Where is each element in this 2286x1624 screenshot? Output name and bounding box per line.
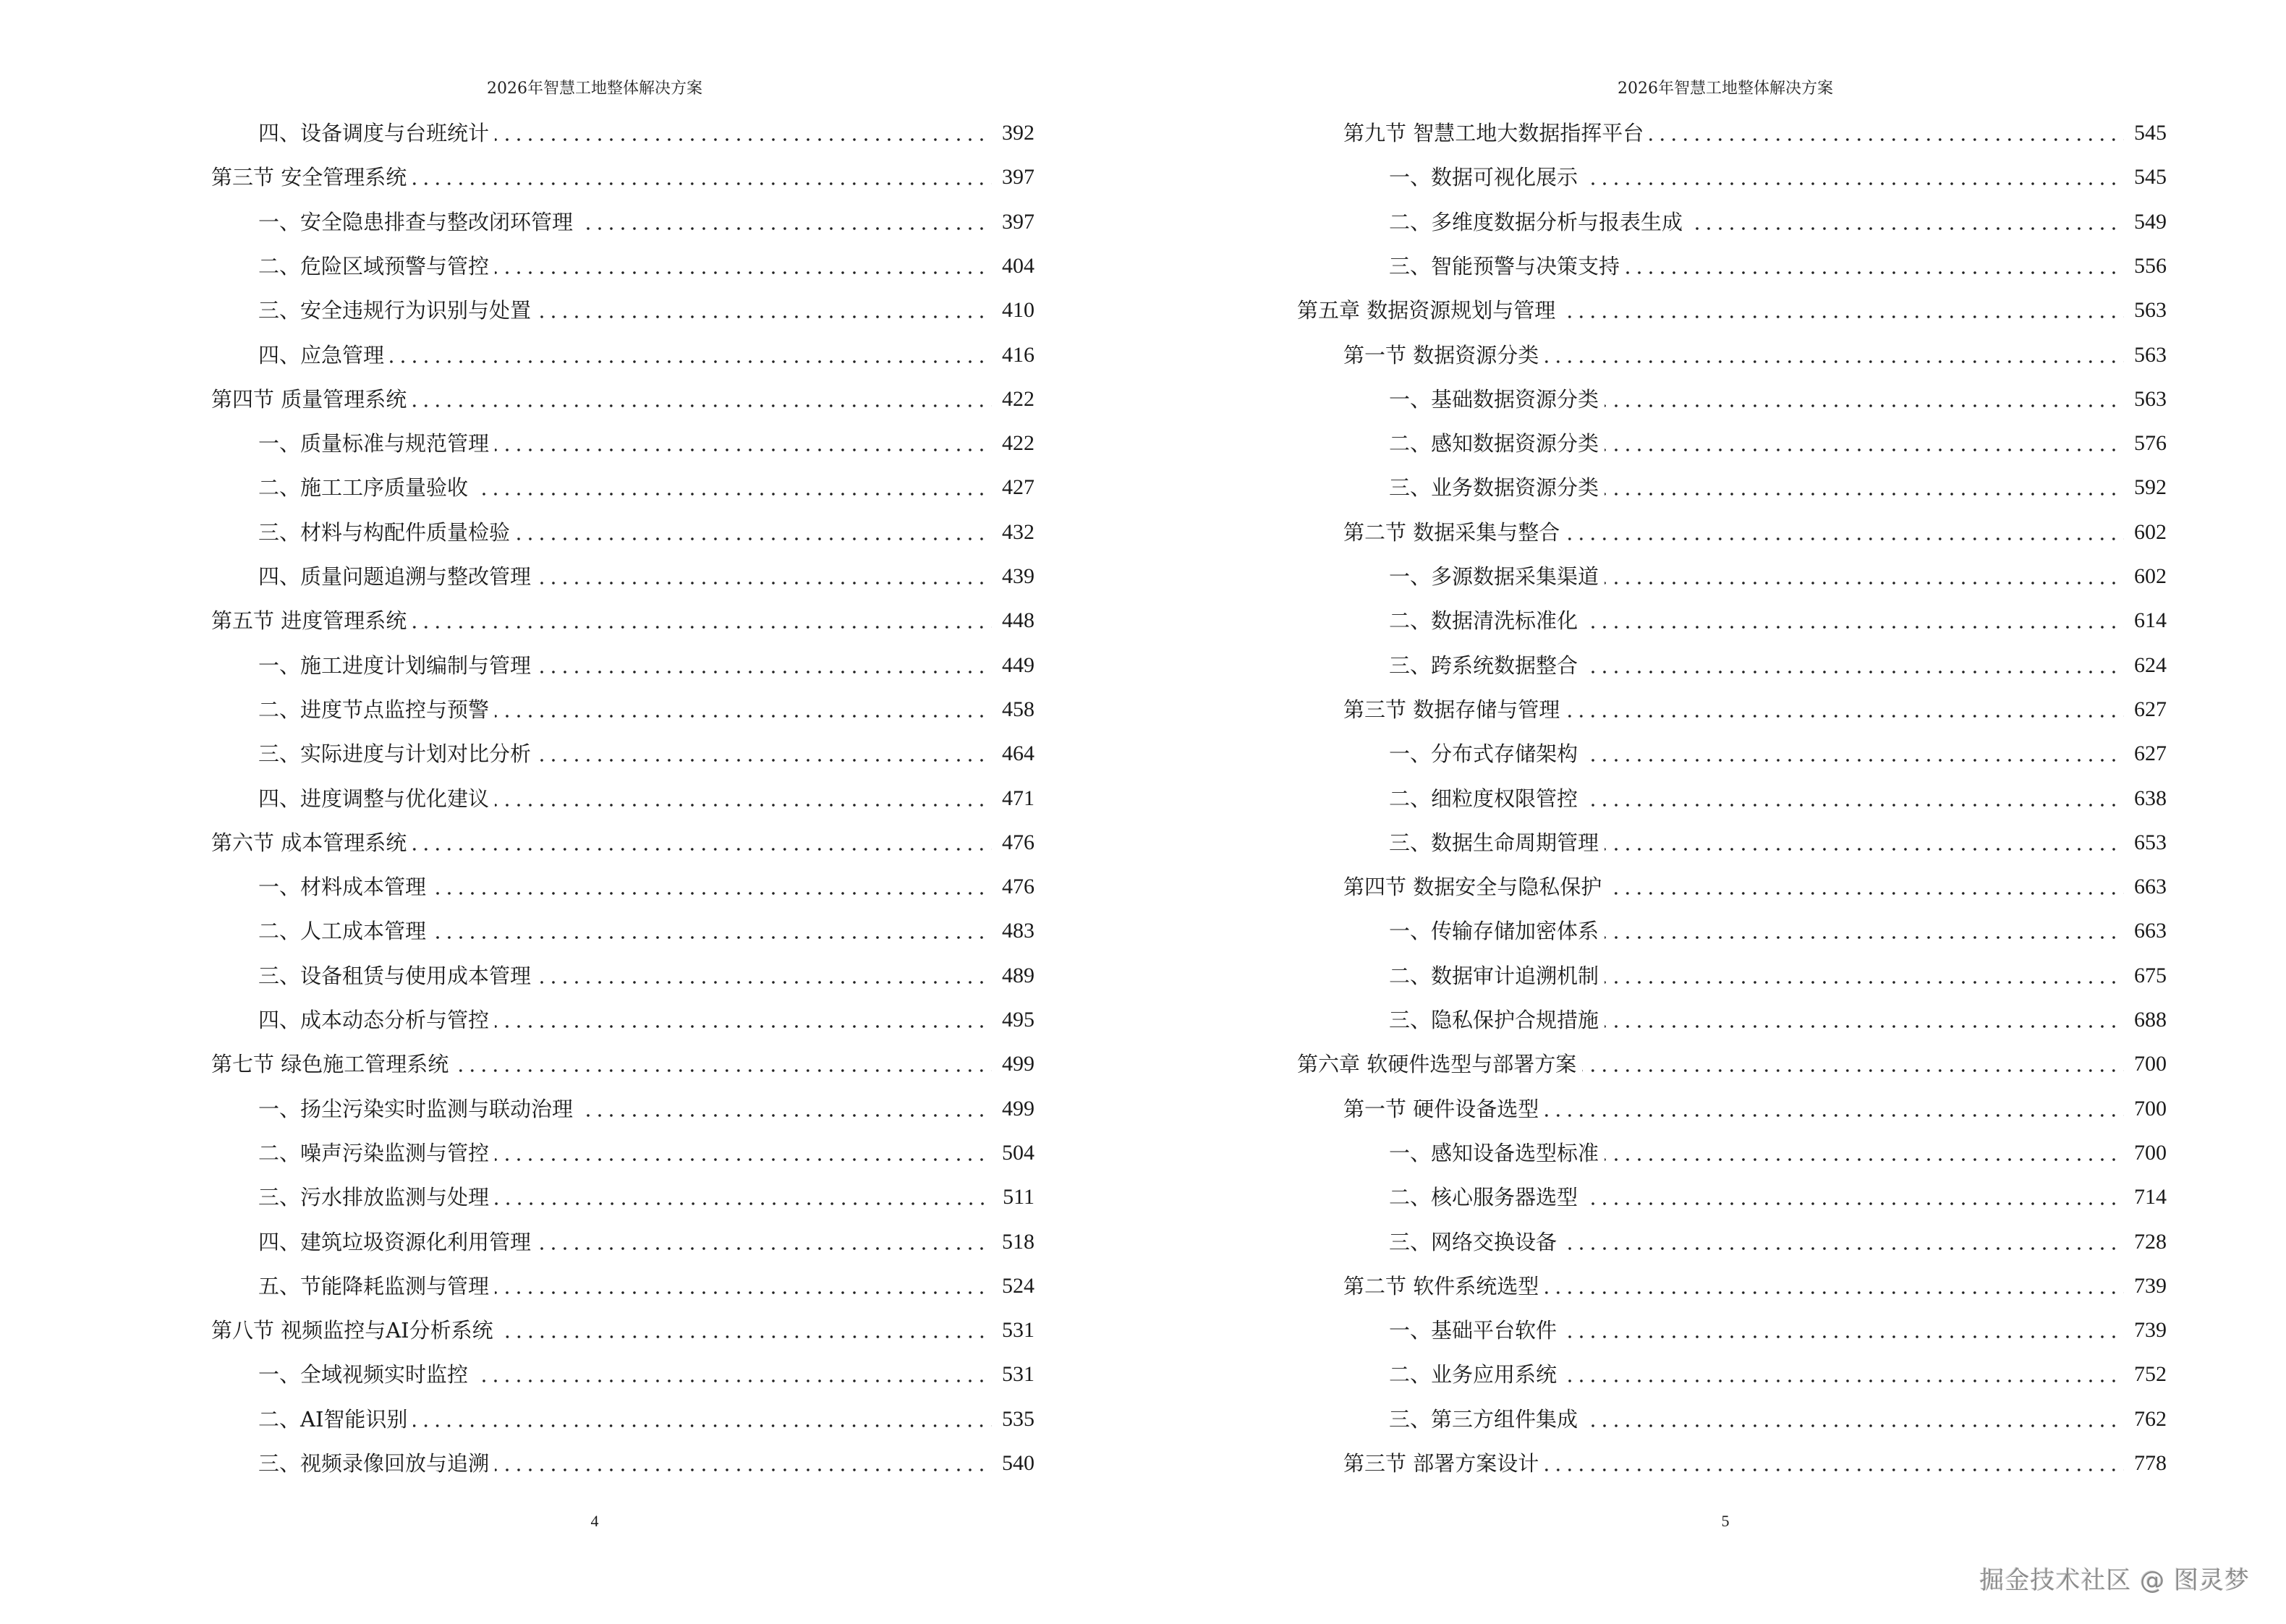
toc-entry-item[interactable] xyxy=(258,252,1034,281)
toc-entry-item[interactable] xyxy=(1389,961,2167,990)
toc-entry-item[interactable] xyxy=(1389,1316,2167,1345)
toc-entry-page-number: 614 xyxy=(2134,608,2167,633)
toc-entry-item[interactable] xyxy=(1389,917,2167,945)
toc-entry-section[interactable] xyxy=(211,163,1034,192)
toc-entry-item[interactable] xyxy=(258,1360,1034,1389)
toc-entry-title: 一、多源数据采集渠道 xyxy=(1389,564,1599,589)
toc-entry-page-number: 675 xyxy=(2134,963,2167,987)
toc-entry-title: 第一节 数据资源分类 xyxy=(1343,342,1539,367)
dot-leader xyxy=(432,872,992,901)
toc-entry-item[interactable] xyxy=(258,518,1034,547)
toc-entry-page-number: 752 xyxy=(2134,1362,2167,1387)
dot-leader xyxy=(474,1360,992,1389)
toc-entry-item[interactable] xyxy=(1389,784,2167,813)
toc-entry-section[interactable] xyxy=(1343,1094,2167,1123)
toc-entry-item[interactable] xyxy=(258,473,1034,502)
dot-leader xyxy=(495,1139,992,1168)
dot-leader xyxy=(495,252,992,281)
dot-leader xyxy=(1544,1272,2124,1301)
dot-leader xyxy=(537,651,992,680)
toc-entry-title: 三、跨系统数据整合 xyxy=(1389,652,1578,678)
dot-leader xyxy=(1584,1183,2124,1212)
toc-entry-page-number: 728 xyxy=(2134,1229,2167,1254)
toc-entry-page-number: 495 xyxy=(1002,1008,1034,1032)
toc-entry-page-number: 627 xyxy=(2134,741,2167,766)
dot-leader xyxy=(1563,1228,2124,1257)
toc-entry-title: 二、人工成本管理 xyxy=(258,919,427,944)
dot-leader xyxy=(474,473,992,502)
toc-entry-page-number: 653 xyxy=(2134,830,2167,854)
running-header: 2026年智慧工地整体解决方案 xyxy=(487,80,702,98)
toc-entry-title: 第三节 安全管理系统 xyxy=(211,165,407,190)
toc-entry-page-number: 549 xyxy=(2134,209,2167,234)
toc-entry-item[interactable] xyxy=(258,961,1034,990)
toc-entry-title: 四、建筑垃圾资源化利用管理 xyxy=(258,1229,532,1254)
toc-entry-item[interactable] xyxy=(258,1272,1034,1301)
toc-entry-section[interactable] xyxy=(211,606,1034,635)
toc-entry-page-number: 545 xyxy=(2134,165,2167,190)
dot-leader xyxy=(499,1316,992,1345)
toc-entry-page-number: 714 xyxy=(2134,1185,2167,1210)
toc-entry-page-number: 397 xyxy=(1002,165,1034,190)
dot-leader xyxy=(1605,828,2124,857)
toc-entry-title: 第八节 视频监控与AI分析系统 xyxy=(211,1318,493,1343)
toc-entry-page-number: 739 xyxy=(2134,1318,2167,1343)
right-page xyxy=(1143,0,2286,1624)
toc-entry-page-number: 602 xyxy=(2134,564,2167,588)
toc-entry-page-number: 458 xyxy=(1002,697,1034,721)
dot-leader xyxy=(413,1405,992,1434)
toc-entry-item[interactable] xyxy=(258,1405,1034,1434)
toc-entry-page-number: 471 xyxy=(1002,786,1034,810)
dot-leader xyxy=(516,518,992,547)
toc-entry-page-number: 422 xyxy=(1002,431,1034,456)
toc-entry-item[interactable] xyxy=(1389,1360,2167,1389)
toc-entry-page-number: 545 xyxy=(2134,121,2167,145)
toc-entry-page-number: 511 xyxy=(1003,1185,1034,1210)
dot-leader xyxy=(579,1094,992,1123)
toc-entry-item[interactable] xyxy=(1389,163,2167,192)
toc-entry-item[interactable] xyxy=(1389,1405,2167,1434)
toc-entry-page-number: 563 xyxy=(2134,386,2167,411)
toc-entry-item[interactable] xyxy=(1389,1183,2167,1212)
dot-leader xyxy=(537,961,992,990)
toc-entry-page-number: 535 xyxy=(1002,1406,1034,1431)
toc-entry-title: 一、基础平台软件 xyxy=(1389,1318,1558,1343)
toc-entry-title: 三、实际进度与计划对比分析 xyxy=(258,741,532,767)
dot-leader xyxy=(1544,1094,2124,1123)
toc-entry-section[interactable] xyxy=(1343,341,2167,370)
toc-entry-title: 四、进度调整与优化建议 xyxy=(258,786,490,811)
dot-leader xyxy=(495,695,992,724)
toc-entry-page-number: 489 xyxy=(1002,963,1034,987)
toc-entry-title: 二、感知数据资源分类 xyxy=(1389,431,1599,456)
toc-entry-item[interactable] xyxy=(258,1228,1034,1257)
toc-entry-item[interactable] xyxy=(1389,473,2167,502)
toc-entry-title: 第二节 软件系统选型 xyxy=(1343,1273,1539,1298)
toc-entry-title: 一、质量标准与规范管理 xyxy=(258,431,490,456)
toc-entry-page-number: 627 xyxy=(2134,697,2167,721)
toc-entry-item[interactable] xyxy=(1389,208,2167,237)
watermark: 掘金技术社区 @ 图灵梦 xyxy=(1979,1566,2250,1595)
toc-entry-page-number: 739 xyxy=(2134,1273,2167,1298)
toc-entry-item[interactable] xyxy=(1389,252,2167,281)
toc-entry-title: 五、节能降耗监测与管理 xyxy=(258,1273,490,1298)
toc-entry-page-number: 700 xyxy=(2134,1096,2167,1121)
toc-entry-section[interactable] xyxy=(1343,1272,2167,1301)
dot-leader xyxy=(1565,518,2124,547)
dot-leader xyxy=(1563,1316,2124,1345)
toc-entry-section[interactable] xyxy=(211,1316,1034,1345)
toc-entry-item[interactable] xyxy=(258,917,1034,945)
toc-entry-title: 一、分布式存储架构 xyxy=(1389,741,1578,767)
toc-entry-page-number: 499 xyxy=(1002,1052,1034,1076)
toc-entry-title: 一、全域视频实时监控 xyxy=(258,1362,469,1387)
toc-entry-title: 第五节 进度管理系统 xyxy=(211,608,407,634)
toc-entry-page-number: 422 xyxy=(1002,386,1034,411)
toc-entry-page-number: 524 xyxy=(1002,1273,1034,1298)
toc-entry-page-number: 762 xyxy=(2134,1406,2167,1431)
toc-entry-title: 第一节 硬件设备选型 xyxy=(1343,1096,1539,1121)
toc-entry-title: 三、隐私保护合规措施 xyxy=(1389,1008,1599,1032)
dot-leader xyxy=(1605,429,2124,458)
toc-entry-item[interactable] xyxy=(1389,828,2167,857)
toc-entry-item[interactable] xyxy=(1389,429,2167,458)
toc-entry-page-number: 476 xyxy=(1002,875,1034,899)
toc-entry-title: 三、视频录像回放与追溯 xyxy=(258,1451,490,1476)
dot-leader xyxy=(1565,695,2124,724)
toc-entry-item[interactable] xyxy=(258,341,1034,370)
toc-entry-page-number: 464 xyxy=(1002,741,1034,766)
toc-entry-page-number: 602 xyxy=(2134,519,2167,544)
toc-entry-title: 二、业务应用系统 xyxy=(1389,1362,1558,1387)
dot-leader xyxy=(1605,961,2124,990)
dot-leader xyxy=(495,1272,992,1301)
dot-leader xyxy=(1584,163,2124,192)
dot-leader xyxy=(1605,385,2124,414)
toc-entry-title: 二、危险区域预警与管控 xyxy=(258,253,490,279)
toc-entry-title: 第四节 数据安全与隐私保护 xyxy=(1343,875,1602,900)
toc-entry-section[interactable] xyxy=(211,828,1034,857)
toc-entry-title: 一、安全隐患排查与整改闭环管理 xyxy=(258,209,574,234)
toc-entry-section[interactable] xyxy=(1343,695,2167,724)
dot-leader xyxy=(495,1183,993,1212)
toc-entry-title: 四、质量问题追溯与整改管理 xyxy=(258,564,532,589)
toc-entry-section[interactable] xyxy=(211,385,1034,414)
toc-entry-item[interactable] xyxy=(1389,385,2167,414)
toc-entry-page-number: 700 xyxy=(2134,1052,2167,1076)
toc-entry-title: 一、材料成本管理 xyxy=(258,875,427,900)
toc-entry-title: 一、基础数据资源分类 xyxy=(1389,386,1599,412)
toc-entry-item[interactable] xyxy=(1389,651,2167,680)
dot-leader xyxy=(537,739,992,768)
toc-entry-title: 三、材料与构配件质量检验 xyxy=(258,519,511,545)
toc-entry-title: 一、数据可视化展示 xyxy=(1389,165,1578,190)
toc-entry-item[interactable] xyxy=(258,1006,1034,1034)
toc-entry-title: 三、污水排放监测与处理 xyxy=(258,1185,490,1210)
dot-leader xyxy=(1561,296,2124,325)
toc-entry-item[interactable] xyxy=(258,695,1034,724)
toc-entry-item[interactable] xyxy=(258,739,1034,768)
dot-leader xyxy=(495,429,992,458)
toc-entry-page-number: 499 xyxy=(1002,1096,1034,1121)
toc-entry-title: 第九节 智慧工地大数据指挥平台 xyxy=(1343,121,1644,145)
dot-leader xyxy=(1688,208,2124,237)
toc-entry-page-number: 700 xyxy=(2134,1140,2167,1165)
toc-entry-item[interactable] xyxy=(258,429,1034,458)
toc-entry-page-number: 448 xyxy=(1002,608,1034,633)
toc-entry-page-number: 476 xyxy=(1002,830,1034,854)
dot-leader xyxy=(1626,252,2124,281)
dot-leader xyxy=(412,828,992,857)
toc-entry-title: 第四节 质量管理系统 xyxy=(211,386,407,412)
dot-leader xyxy=(1544,1449,2124,1478)
toc-entry-page-number: 392 xyxy=(1002,121,1034,145)
toc-entry-item[interactable] xyxy=(258,1183,1034,1212)
toc-entry-page-number: 688 xyxy=(2134,1008,2167,1032)
dot-leader xyxy=(1584,739,2124,768)
toc-entry-title: 一、传输存储加密体系 xyxy=(1389,919,1599,944)
toc-entry-page-number: 410 xyxy=(1002,298,1034,323)
dot-leader xyxy=(412,606,992,635)
toc-entry-item[interactable] xyxy=(258,1139,1034,1168)
toc-entry-page-number: 576 xyxy=(2134,431,2167,456)
toc-entry-page-number: 439 xyxy=(1002,564,1034,588)
toc-entry-page-number: 483 xyxy=(1002,919,1034,943)
page-number: 4 xyxy=(590,1512,599,1530)
toc-entry-title: 四、成本动态分析与管控 xyxy=(258,1008,490,1032)
toc-entry-item[interactable] xyxy=(1389,606,2167,635)
page-number: 5 xyxy=(1721,1512,1730,1530)
toc-entry-item[interactable] xyxy=(1389,562,2167,591)
toc-entry-title: 二、进度节点监控与预警 xyxy=(258,697,490,722)
dot-leader xyxy=(390,341,992,370)
toc-entry-page-number: 556 xyxy=(2134,253,2167,278)
dot-leader xyxy=(1582,1050,2124,1079)
toc-entry-item[interactable] xyxy=(258,562,1034,591)
toc-entry-section[interactable] xyxy=(1343,518,2167,547)
toc-entry-page-number: 663 xyxy=(2134,875,2167,899)
toc-entry-page-number: 518 xyxy=(1002,1229,1034,1254)
dot-leader xyxy=(537,296,992,325)
toc-entry-page-number: 592 xyxy=(2134,475,2167,500)
toc-entry-title: 二、施工工序质量验收 xyxy=(258,475,469,501)
toc-entry-title: 三、业务数据资源分类 xyxy=(1389,475,1599,501)
dot-leader xyxy=(1605,917,2124,945)
toc-entry-chapter[interactable] xyxy=(1297,1050,2167,1079)
toc-entry-item[interactable] xyxy=(258,1449,1034,1478)
toc-entry-page-number: 624 xyxy=(2134,652,2167,677)
toc-entry-title: 一、感知设备选型标准 xyxy=(1389,1140,1599,1165)
toc-entry-page-number: 540 xyxy=(1002,1451,1034,1475)
toc-entry-page-number: 427 xyxy=(1002,475,1034,500)
dot-leader xyxy=(412,163,992,192)
dot-leader xyxy=(1605,473,2124,502)
toc-entry-page-number: 416 xyxy=(1002,342,1034,367)
toc-entry-title: 四、应急管理 xyxy=(258,342,385,367)
toc-entry-title: 一、施工进度计划编制与管理 xyxy=(258,652,532,678)
dot-leader xyxy=(1649,119,2124,148)
toc-entry-title: 二、细粒度权限管控 xyxy=(1389,786,1578,811)
running-header: 2026年智慧工地整体解决方案 xyxy=(1618,80,1833,98)
toc-entry-title: 第七节 绿色施工管理系统 xyxy=(211,1052,449,1077)
toc-entry-title: 三、网络交换设备 xyxy=(1389,1229,1558,1254)
toc-entry-item[interactable] xyxy=(1389,1139,2167,1168)
toc-entry-page-number: 563 xyxy=(2134,298,2167,323)
toc-entry-title: 二、数据清洗标准化 xyxy=(1389,608,1578,634)
toc-entry-title: 第六章 软硬件选型与部署方案 xyxy=(1297,1052,1577,1077)
toc-entry-page-number: 778 xyxy=(2134,1451,2167,1475)
toc-entry-title: 第五章 数据资源规划与管理 xyxy=(1297,298,1556,323)
dot-leader xyxy=(1605,562,2124,591)
toc-entry-title: 二、多维度数据分析与报表生成 xyxy=(1389,209,1683,234)
toc-entry-title: 第三节 部署方案设计 xyxy=(1343,1451,1539,1476)
toc-entry-page-number: 397 xyxy=(1002,209,1034,234)
toc-entry-title: 二、AI智能识别 xyxy=(258,1406,408,1432)
toc-entry-item[interactable] xyxy=(258,651,1034,680)
dot-leader xyxy=(537,1228,992,1257)
toc-entry-title: 三、安全违规行为识别与处置 xyxy=(258,298,532,323)
toc-entry-title: 第六节 成本管理系统 xyxy=(211,830,407,855)
toc-entry-page-number: 531 xyxy=(1002,1318,1034,1343)
toc-entry-item[interactable] xyxy=(258,208,1034,237)
toc-entry-page-number: 504 xyxy=(1002,1140,1034,1165)
toc-entry-item[interactable] xyxy=(258,1094,1034,1123)
toc-entry-chapter[interactable] xyxy=(1297,296,2167,325)
toc-entry-item[interactable] xyxy=(1389,1228,2167,1257)
toc-entry-page-number: 563 xyxy=(2134,342,2167,367)
toc-entry-title: 一、扬尘污染实时监测与联动治理 xyxy=(258,1096,574,1121)
toc-entry-section[interactable] xyxy=(1343,119,2167,148)
toc-entry-title: 三、设备租赁与使用成本管理 xyxy=(258,963,532,988)
toc-entry-title: 第二节 数据采集与整合 xyxy=(1343,519,1560,545)
toc-entry-title: 二、噪声污染监测与管控 xyxy=(258,1140,490,1165)
dot-leader xyxy=(1584,606,2124,635)
toc-entry-item[interactable] xyxy=(1389,1006,2167,1034)
toc-entry-title: 三、第三方组件集成 xyxy=(1389,1406,1578,1432)
toc-entry-item[interactable] xyxy=(258,119,1034,148)
toc-entry-title: 四、设备调度与台班统计 xyxy=(258,121,490,145)
toc-entry-title: 三、数据生命周期管理 xyxy=(1389,830,1599,855)
dot-leader xyxy=(495,784,992,813)
toc-entry-page-number: 432 xyxy=(1002,519,1034,544)
toc-entry-item[interactable] xyxy=(1389,739,2167,768)
dot-leader xyxy=(1584,1405,2124,1434)
dot-leader xyxy=(495,1449,992,1478)
dot-leader xyxy=(1605,1006,2124,1034)
dot-leader xyxy=(454,1050,992,1079)
dot-leader xyxy=(495,119,992,148)
toc-entry-title: 第三节 数据存储与管理 xyxy=(1343,697,1560,722)
toc-entry-page-number: 638 xyxy=(2134,786,2167,810)
dot-leader xyxy=(1605,1139,2124,1168)
toc-list xyxy=(1143,0,2286,1624)
dot-leader xyxy=(1563,1360,2124,1389)
toc-entry-title: 二、数据审计追溯机制 xyxy=(1389,963,1599,988)
toc-entry-title: 三、智能预警与决策支持 xyxy=(1389,253,1620,279)
toc-entry-item[interactable] xyxy=(258,872,1034,901)
dot-leader xyxy=(412,385,992,414)
toc-entry-page-number: 449 xyxy=(1002,652,1034,677)
toc-entry-item[interactable] xyxy=(258,784,1034,813)
dot-leader xyxy=(1544,341,2124,370)
toc-entry-page-number: 404 xyxy=(1002,253,1034,278)
toc-entry-page-number: 531 xyxy=(1002,1362,1034,1387)
dot-leader xyxy=(432,917,992,945)
dot-leader xyxy=(1584,784,2124,813)
dot-leader xyxy=(1584,651,2124,680)
toc-entry-page-number: 663 xyxy=(2134,919,2167,943)
toc-entry-section[interactable] xyxy=(211,1050,1034,1079)
dot-leader xyxy=(495,1006,992,1034)
dot-leader xyxy=(1607,872,2124,901)
dot-leader xyxy=(579,208,992,237)
dot-leader xyxy=(537,562,992,591)
toc-entry-item[interactable] xyxy=(258,296,1034,325)
toc-entry-title: 二、核心服务器选型 xyxy=(1389,1185,1578,1210)
toc-entry-section[interactable] xyxy=(1343,872,2167,901)
toc-entry-section[interactable] xyxy=(1343,1449,2167,1478)
